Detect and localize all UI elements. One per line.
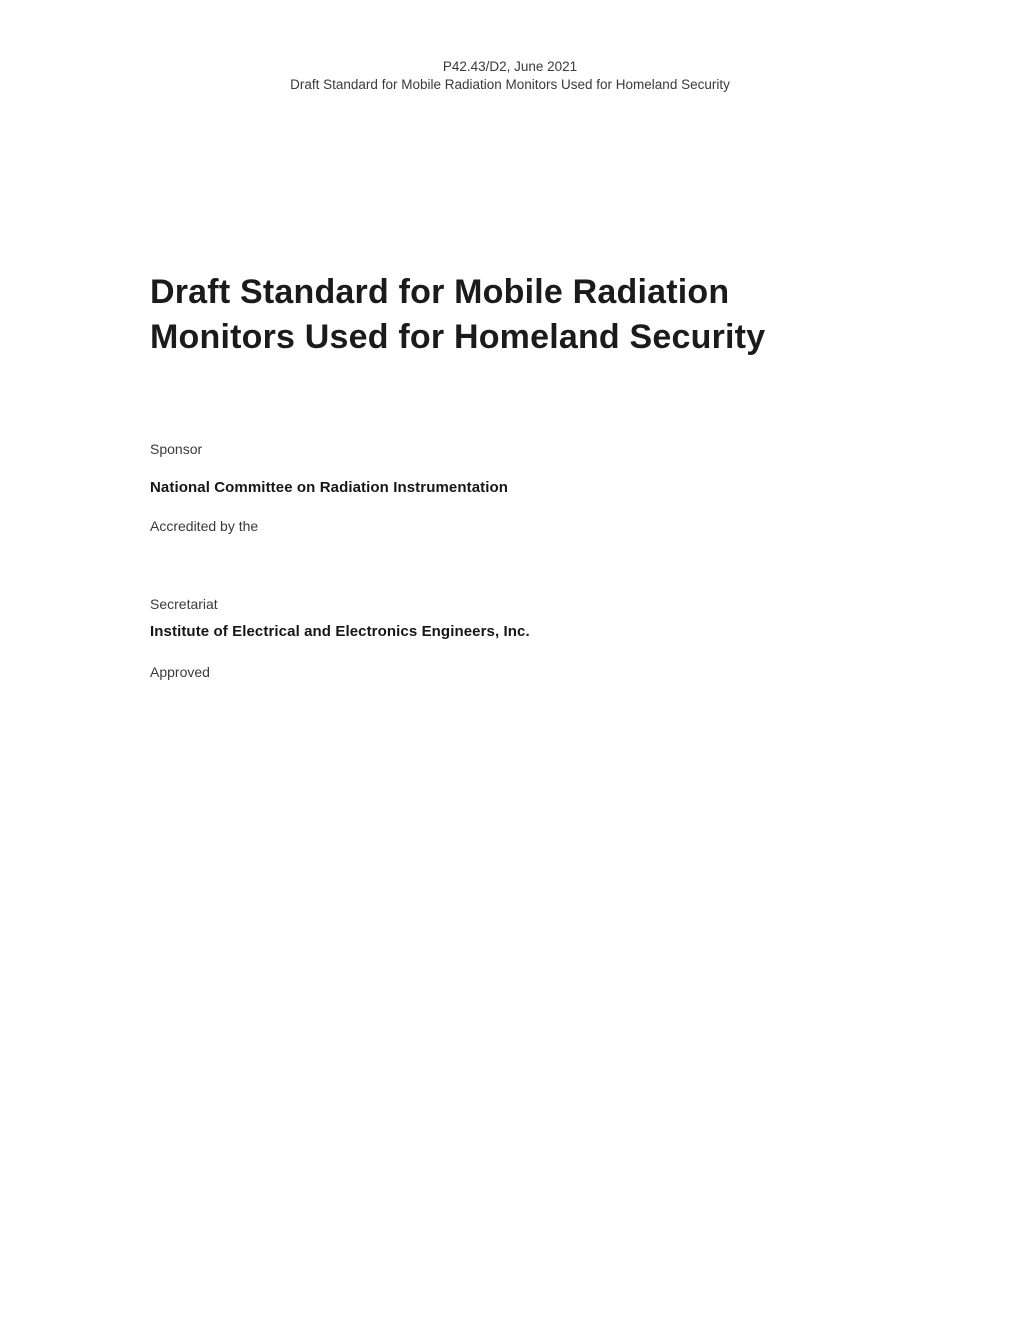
sponsor-label: Sponsor bbox=[150, 441, 203, 457]
header-doc-title: Draft Standard for Mobile Radiation Monitors Used for Homeland Security bbox=[290, 77, 730, 92]
secretariat-label: Secretariat bbox=[150, 596, 218, 612]
approved-label: Approved bbox=[150, 664, 210, 680]
header-doc-id: P42.43/D2, June 2021 bbox=[442, 59, 578, 74]
sponsor-name: National Committee on Radiation Instrumentation bbox=[150, 479, 509, 496]
accreditation-text: Accredited by the bbox=[150, 518, 259, 534]
page-header bbox=[0, 58, 1020, 94]
document-title: Draft Standard for Mobile Radiation Monitors Used for Homeland Security bbox=[150, 273, 766, 356]
secretariat-name: Institute of Electrical and Electronics Engineers, Inc. bbox=[150, 623, 530, 640]
